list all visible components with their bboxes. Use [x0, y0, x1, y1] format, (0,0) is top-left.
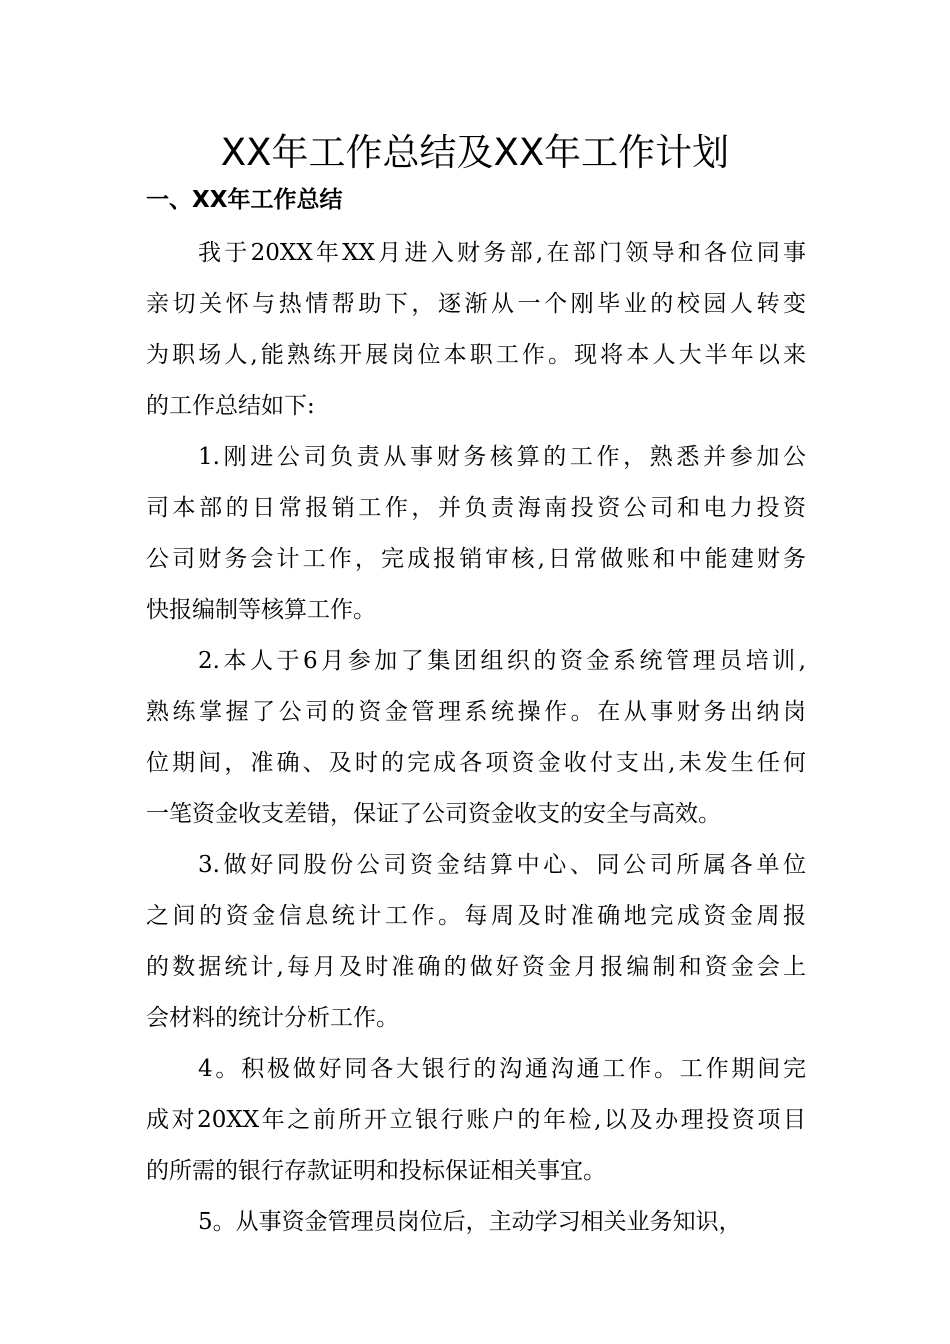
paragraph-line: 熟练掌握了公司的资金管理系统操作。在从事财务出纳岗 [146, 699, 806, 725]
paragraph-line: 的工作总结如下: [146, 393, 315, 419]
paragraph-line: 之间的资金信息统计工作。每周及时准确地完成资金周报 [146, 903, 806, 929]
section-heading: 一、XX年工作总结 [146, 187, 343, 213]
paragraph [146, 636, 806, 840]
paragraph [146, 432, 806, 636]
paragraph [146, 228, 806, 432]
paragraph [146, 1197, 806, 1248]
paragraph-line: 成对20XX年之前所开立银行账户的年检,以及办理投资项目 [146, 1107, 806, 1133]
paragraph-line: 4。积极做好同各大银行的沟通沟通工作。工作期间完 [198, 1056, 806, 1082]
document-body [146, 228, 806, 1248]
paragraph-line: 亲切关怀与热情帮助下，逐渐从一个刚毕业的校园人转变 [146, 291, 806, 317]
paragraph-line: 位期间，准确、及时的完成各项资金收付支出,未发生任何 [146, 750, 806, 776]
paragraph [146, 1044, 806, 1197]
paragraph-line: 为职场人,能熟练开展岗位本职工作。现将本人大半年以来 [146, 342, 806, 368]
paragraph-line: 的数据统计,每月及时准确的做好资金月报编制和资金会上 [146, 954, 806, 980]
paragraph [146, 840, 806, 1044]
paragraph-line: 一笔资金收支差错，保证了公司资金收支的安全与高效。 [146, 801, 721, 827]
paragraph-line: 3.做好同股份公司资金结算中心、同公司所属各单位 [198, 852, 806, 878]
paragraph-line: 的所需的银行存款证明和投标保证相关事宜。 [146, 1158, 606, 1184]
paragraph-line: 我于20XX年XX月进入财务部,在部门领导和各位同事 [198, 240, 806, 266]
paragraph-line: 1.刚进公司负责从事财务核算的工作，熟悉并参加公 [198, 444, 806, 470]
paragraph-line: 公司财务会计工作，完成报销审核,日常做账和中能建财务 [146, 546, 806, 572]
paragraph-line: 会材料的统计分析工作。 [146, 1005, 399, 1031]
document-title: XX年工作总结及XX年工作计划 [220, 131, 730, 174]
paragraph-line: 5。从事资金管理员岗位后，主动学习相关业务知识， [198, 1209, 742, 1235]
paragraph-line: 司本部的日常报销工作，并负责海南投资公司和电力投资 [146, 495, 806, 521]
paragraph-line: 2.本人于6月参加了集团组织的资金系统管理员培训, [198, 648, 806, 674]
paragraph-line: 快报编制等核算工作。 [146, 597, 376, 623]
